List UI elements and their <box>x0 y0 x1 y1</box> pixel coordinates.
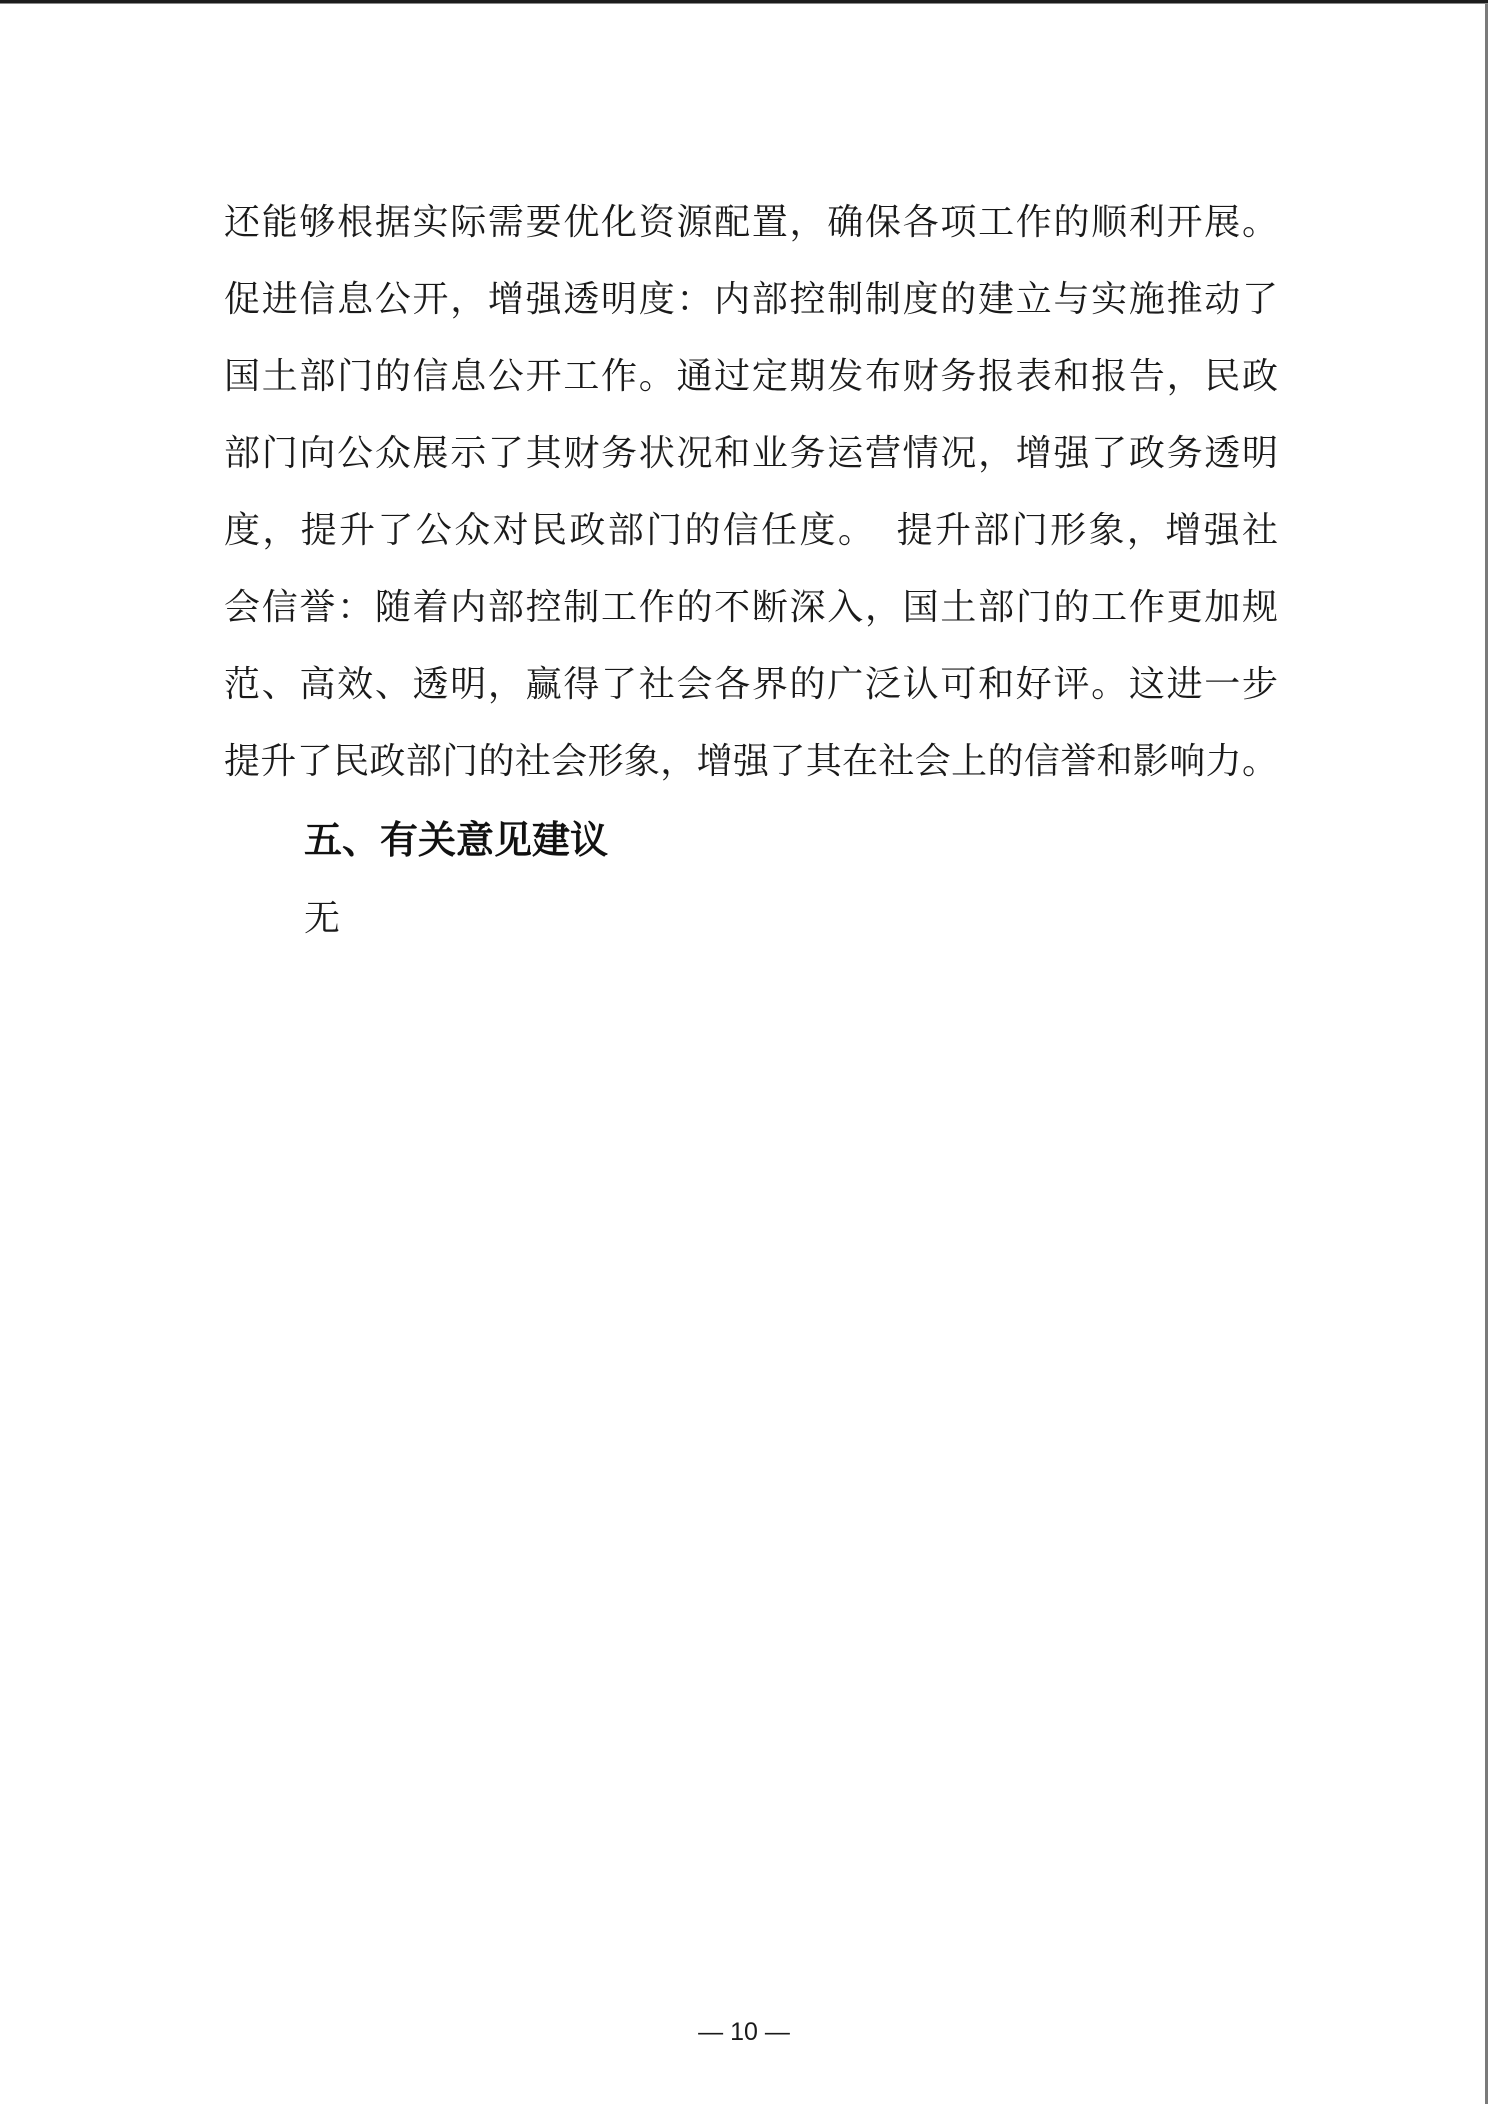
paragraph-line: 部门向公众展示了其财务状况和业务运营情况，增强了政务透明 <box>224 433 1278 473</box>
section-heading: 五、有关意见建议 <box>304 820 609 862</box>
page-top-border <box>0 0 1488 4</box>
paragraph-line: 范、高效、透明，赢得了社会各界的广泛认可和好评。这进一步 <box>224 664 1278 704</box>
paragraph-line: 提升了民政部门的社会形象，增强了其在社会上的信誉和影响力。 <box>224 741 1278 781</box>
paragraph-line: 国土部门的信息公开工作。通过定期发布财务报表和报告，民政 <box>224 356 1278 396</box>
page-number: — 10 — <box>698 2018 790 2046</box>
paragraph-line: 会信誉：随着内部控制工作的不断深入，国土部门的工作更加规 <box>224 587 1278 627</box>
paragraph-line: 度，提升了公众对民政部门的信任度。 提升部门形象，增强社 <box>224 510 1278 550</box>
paragraph-line: 促进信息公开，增强透明度：内部控制制度的建立与实施推动了 <box>224 279 1278 319</box>
section-body-text: 无 <box>304 898 341 938</box>
document-content <box>224 184 1278 957</box>
paragraph-line: 还能够根据实际需要优化资源配置，确保各项工作的顺利开展。 <box>224 202 1278 242</box>
